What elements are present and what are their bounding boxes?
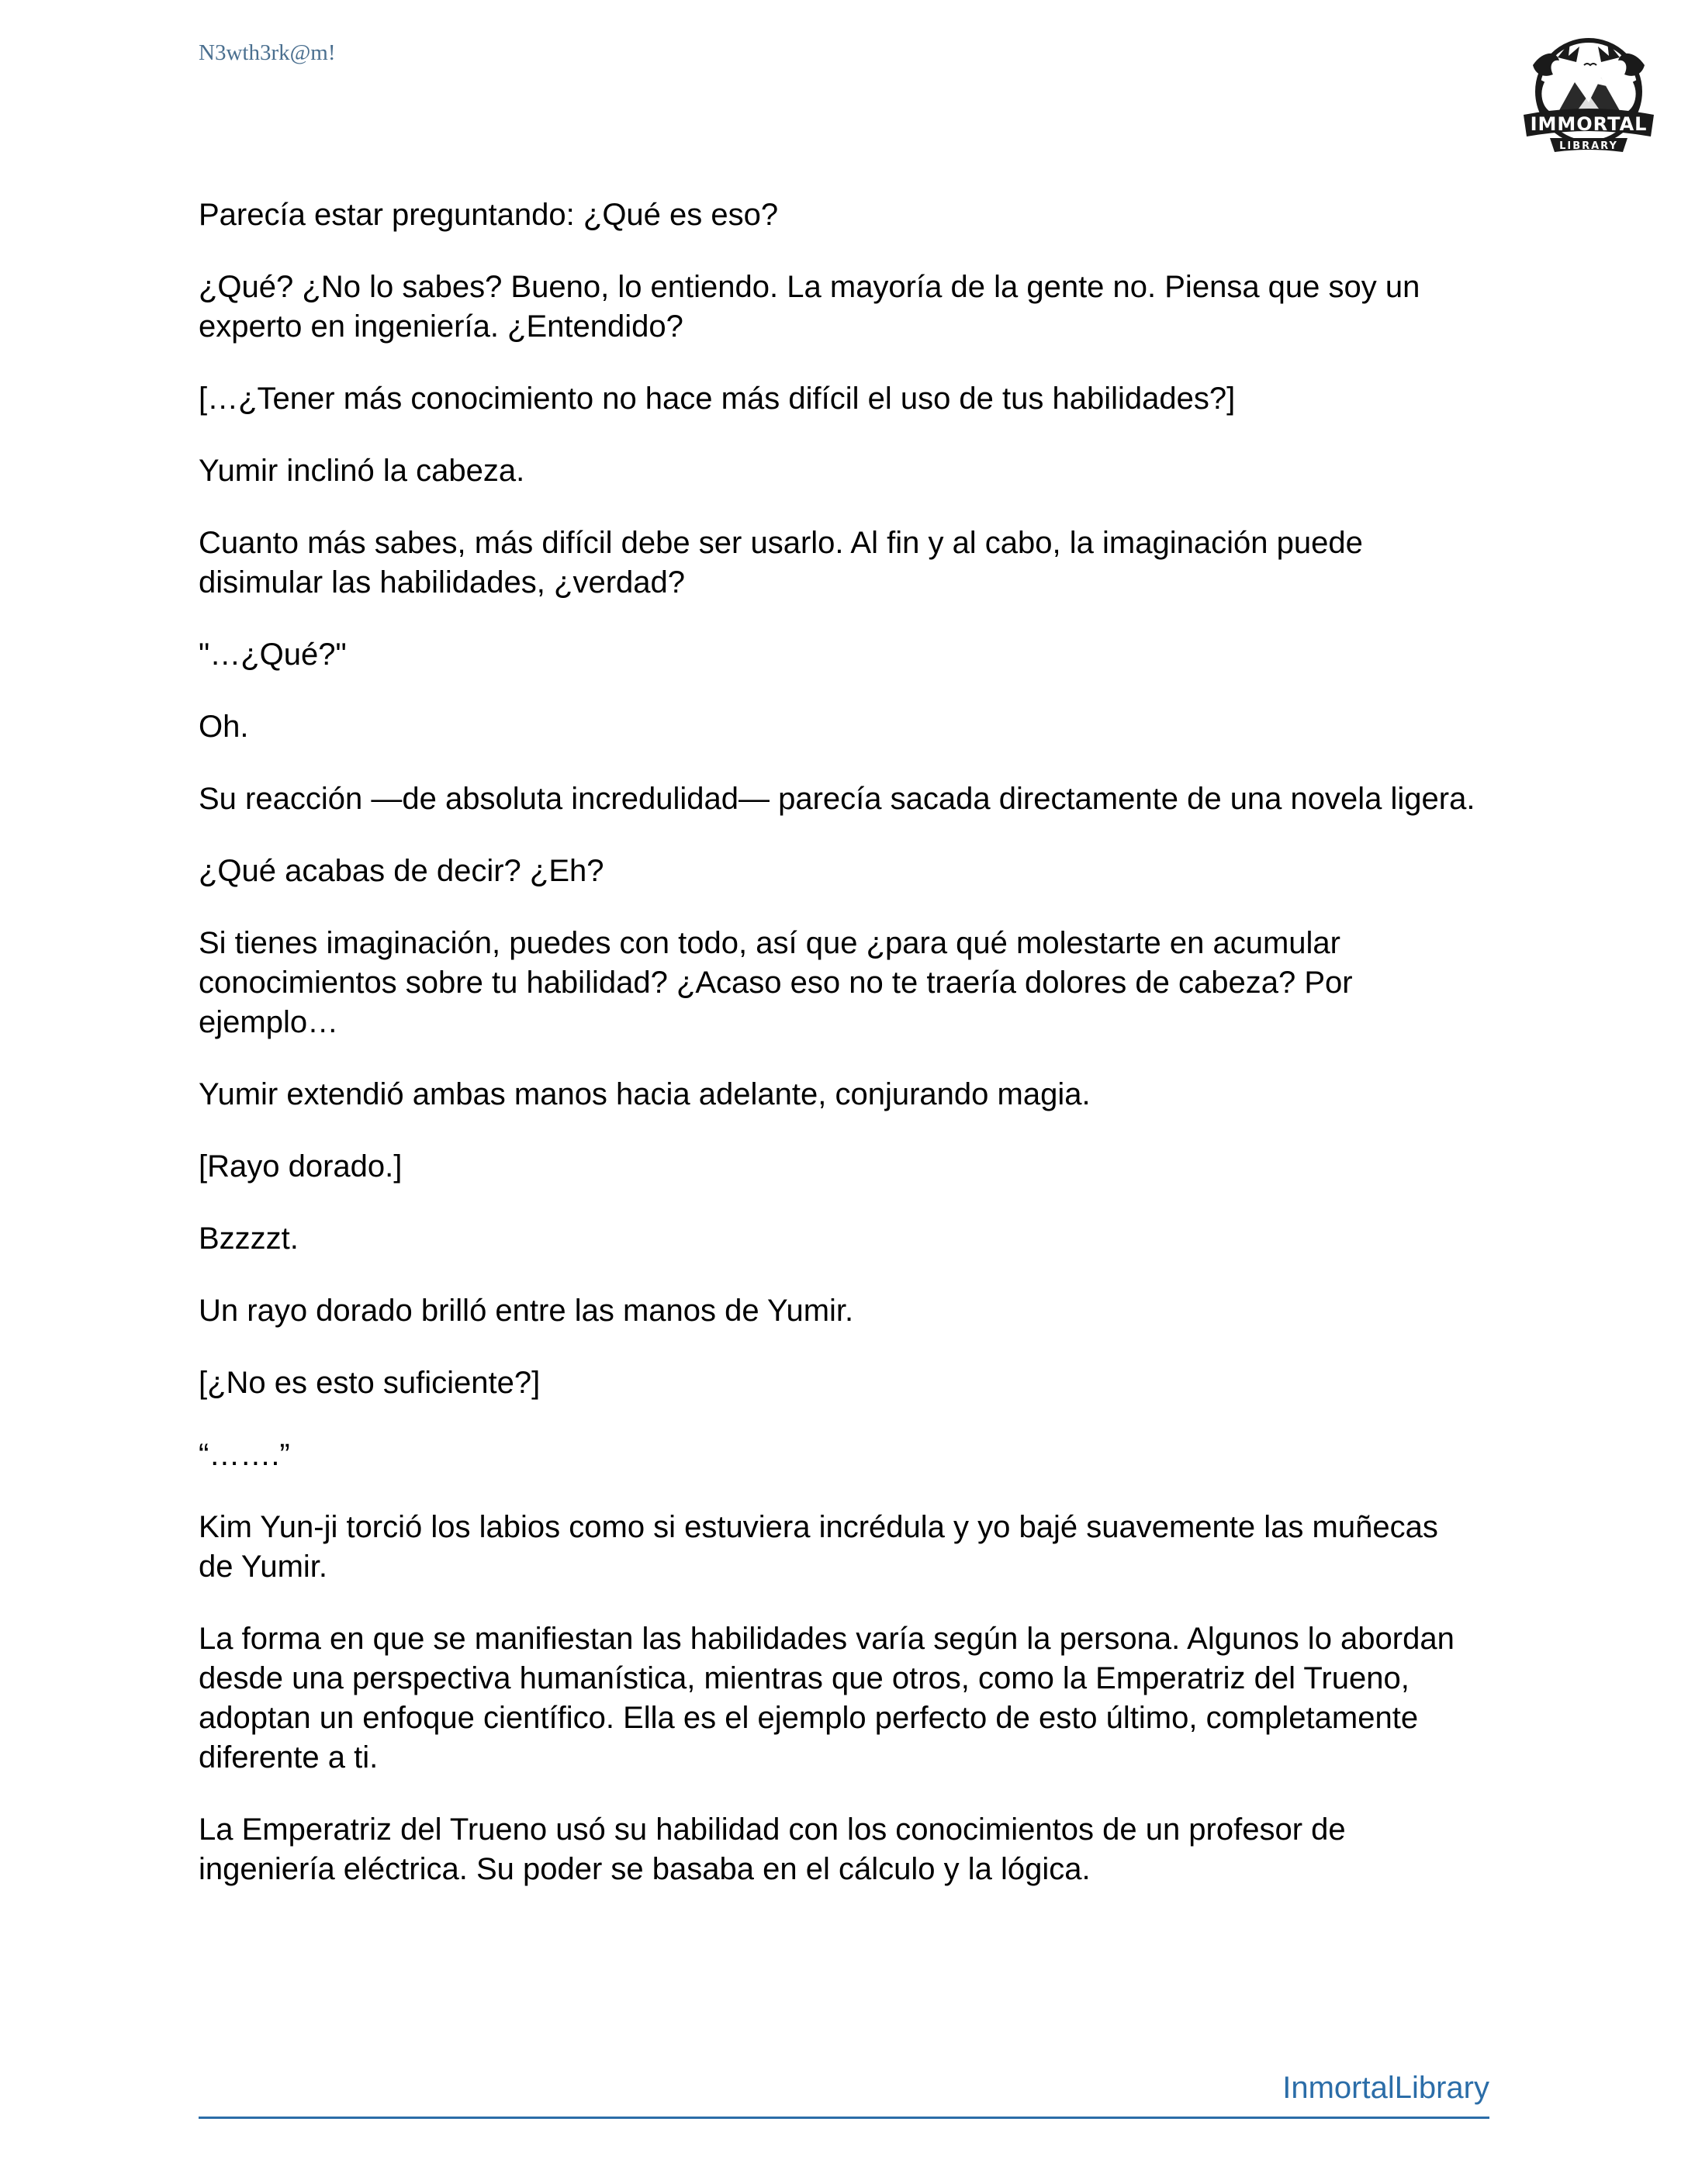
paragraph: […¿Tener más conocimiento no hace más difícil el uso de tus habilidades?] <box>199 382 1236 416</box>
paragraph: Yumir inclinó la cabeza. <box>199 454 525 488</box>
paragraph: [¿No es esto suficiente?] <box>199 1366 541 1400</box>
paragraph: “…….” <box>199 1438 290 1472</box>
paragraph: Bzzzzt. <box>199 1222 299 1256</box>
paragraph: Si tienes imaginación, puedes con todo, así que ¿para qué molestarte en acumular conocimientos sobre tu habilidad? ¿Acaso eso no te traería dolores de cabeza? Por ejemplo… <box>199 926 1353 1039</box>
footer-rule <box>199 2117 1489 2119</box>
paragraph: La forma en que se manifiestan las habilidades varía según la persona. Algunos lo abordan desde una perspectiva humanística, mientras que otros, como la Emperatriz del Trueno, adoptan un enfoque científico. Ella es el ejemplo perfecto de esto último, completamente diferente a ti. <box>199 1622 1455 1774</box>
logo-bottom-text: LIBRARY <box>1559 140 1618 152</box>
document-body <box>199 195 1479 1922</box>
header-tag: N3wth3rk@m! <box>199 40 336 65</box>
paragraph: "…¿Qué?" <box>199 638 347 672</box>
paragraph: Cuanto más sabes, más difícil debe ser usarlo. Al fin y al cabo, la imaginación puede disimular las habilidades, ¿verdad? <box>199 526 1363 600</box>
paragraph: La Emperatriz del Trueno usó su habilidad con los conocimientos de un profesor de ingeniería eléctrica. Su poder se basaba en el cálculo y la lógica. <box>199 1813 1346 1886</box>
paragraph: ¿Qué? ¿No lo sabes? Bueno, lo entiendo. La mayoría de la gente no. Piensa que soy un experto en ingeniería. ¿Entendido? <box>199 270 1420 344</box>
paragraph: Oh. <box>199 710 249 744</box>
paragraph: Yumir extendió ambas manos hacia adelante, conjurando magia. <box>199 1077 1091 1111</box>
paragraph: Su reacción —de absoluta incredulidad— parecía sacada directamente de una novela ligera. <box>199 782 1475 816</box>
footer-link[interactable]: InmortalLibrary <box>1282 2071 1489 2105</box>
paragraph: [Rayo dorado.] <box>199 1149 403 1184</box>
logo-top-text: IMMORTAL <box>1530 113 1648 135</box>
immortal-library-logo <box>1519 34 1659 158</box>
paragraph: Kim Yun-ji torció los labios como si estuviera incrédula y yo bajé suavemente las muñecas de Yumir. <box>199 1510 1438 1584</box>
paragraph: Un rayo dorado brilló entre las manos de Yumir. <box>199 1294 854 1328</box>
paragraph: Parecía estar preguntando: ¿Qué es eso? <box>199 198 779 232</box>
paragraph: ¿Qué acabas de decir? ¿Eh? <box>199 854 604 888</box>
